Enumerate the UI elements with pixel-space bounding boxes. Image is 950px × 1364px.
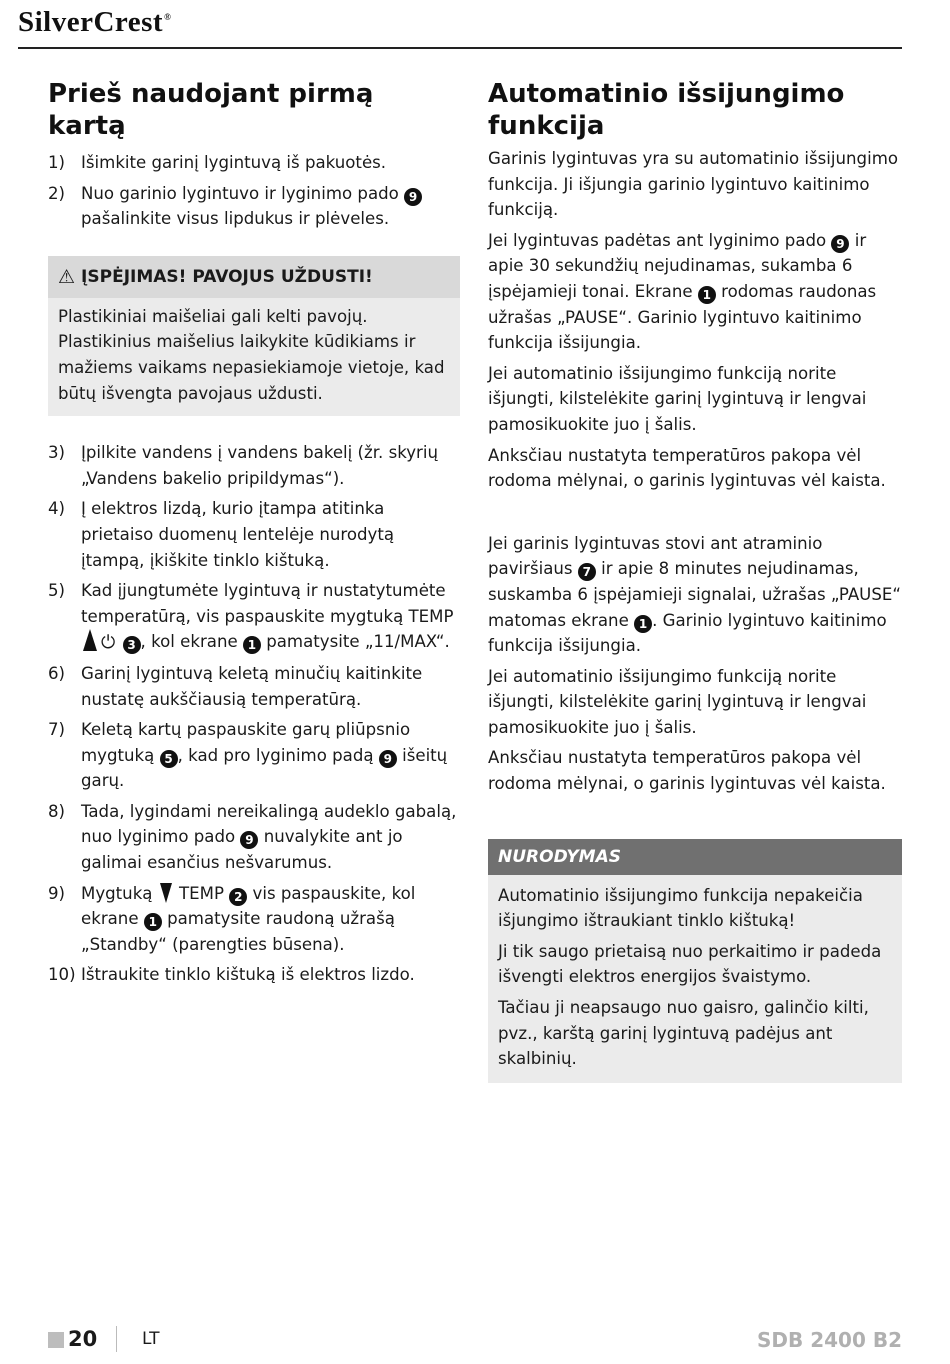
part-number-badge: 1 <box>698 286 716 304</box>
part-number-badge: 7 <box>578 563 596 581</box>
part-number-badge: 5 <box>160 750 178 768</box>
warning-box <box>48 256 460 416</box>
page-footer <box>48 1322 902 1358</box>
left-column <box>48 78 460 993</box>
part-number-badge: 2 <box>229 888 247 906</box>
list-item: 4) Į elektros lizdą, kurio įtampa atitinka prietaiso duomenų lentelėje nurodytą įtampą, įkiškite tinklo kištuką. <box>48 499 395 570</box>
list-item: 2) Nuo garinio lygintuvo ir lyginimo pado 9 pašalinkite visus lipdukus ir plėveles. <box>48 181 460 232</box>
note-item: Tačiau ji neapsaugo nuo gaisro, galinčio kilti, pvz., karštą garinį lygintuvą padėjus ant skalbinių. <box>498 998 869 1069</box>
page-number: 20 <box>68 1327 98 1351</box>
list-item: 10) Ištraukite tinklo kištuką iš elektros lizdo. <box>48 965 415 985</box>
section-title-first-use: Prieš naudojant pirmą kartą <box>48 79 374 141</box>
section-title-auto-off: Automatinio išsijungimo funkcija <box>488 79 845 141</box>
model-number: SDB 2400 B2 <box>757 1328 902 1352</box>
steps-list-a <box>48 150 460 232</box>
header-rule <box>18 47 902 49</box>
note-body <box>488 875 902 1083</box>
paragraph: Jei automatinio išsijungimo funkciją norite išjungti, kilstelėkite garinį lygintuvą ir lengvai pamosikuokite juo į šalis. <box>488 666 867 737</box>
paragraph: Jei automatinio išsijungimo funkciją norite išjungti, kilstelėkite garinį lygintuvą ir lengvai pamosikuokite juo į šalis. <box>488 363 867 434</box>
part-number-badge: 1 <box>144 913 162 931</box>
part-number-badge: 9 <box>404 188 422 206</box>
power-icon: ⏻ <box>101 632 116 654</box>
list-item: 9) Mygtuką TEMP 2 vis paspauskite, kol ekrane 1 pamatysite raudoną užrašą „Standby“ (parengties būsena). <box>48 883 416 954</box>
warning-title: ⚠ ĮSPĖJIMAS! PAVOJUS UŽDUSTI! <box>48 256 460 298</box>
warning-body: Plastikiniai maišeliai gali kelti pavojų. Plastikinius maišelius laikykite kūdikiams ir mažiems vaikams nepasiekiamoje vietoje, kad būtų išvengta pavojaus uždusti. <box>58 306 445 403</box>
paragraph: Jei garinis lygintuvas stovi ant atraminio paviršiaus 7 ir apie 8 minutes nejudinamas, suskamba 6 įspėjamieji signalai, užrašas „PAUSE“ matomas ekrane 1 . Garinio lygintuvo kaitinimo funkcija išsijungia. <box>488 533 901 656</box>
list-item: 8) Tada, lygindami nereikalingą audeklo gabalą, nuo lyginimo pado 9 nuvalykite ant jo galimai esančius nešvarumus. <box>48 801 457 873</box>
paragraph: Anksčiau nustatyta temperatūros pakopa vėl rodoma mėlynai, o garinis lygintuvas vėl kaista. <box>488 748 886 794</box>
steps-list-b <box>48 440 460 988</box>
note-item: Ji tik saugo prietaisą nuo perkaitimo ir padeda išvengti elektros energijos švaistymo. <box>498 941 882 987</box>
note-item: Automatinio išsijungimo funkcija nepakeičia išjungimo ištraukiant tinklo kištuką! <box>498 885 863 931</box>
paragraph: Jei lygintuvas padėtas ant lyginimo pado 9 ir apie 30 sekundžių nejudinamas, sukamba 6 įspėjamieji tonai. Ekrane 1 rodomas raudonas užrašas „PAUSE“. Garinio lygintuvo kaitinimo funkcija išsijungia. <box>488 230 877 353</box>
note-box <box>488 839 902 1083</box>
part-number-badge: 9 <box>240 831 258 849</box>
paragraph: Garinis lygintuvas yra su automatinio išsijungimo funkcija. Ji išjungia garinio lygintuvo kaitinimo funkciją. <box>488 149 899 220</box>
temp-down-icon <box>160 883 172 903</box>
language-code: LT <box>142 1329 160 1349</box>
temp-up-icon <box>83 629 97 651</box>
part-number-badge: 1 <box>243 636 261 654</box>
warning-triangle-icon: ⚠ <box>58 265 76 288</box>
part-number-badge: 9 <box>379 750 397 768</box>
list-item: 7) Keletą kartų paspauskite garų pliūpsnio mygtuką 5 , kad pro lyginimo padą 9 išeitų garų. <box>48 720 448 791</box>
list-item: 5) Kad įjungtumėte lygintuvą ir nustatytumėte temperatūrą, vis paspauskite mygtuką TEMP ⏻ 3 , kol ekrane 1 pamatysite „11/MAX“. <box>48 581 454 654</box>
footer-divider <box>116 1326 117 1352</box>
list-item: 3) Įpilkite vandens į vandens bakelį (žr. skyrių „Vandens bakelio pripildymas“). <box>48 443 438 488</box>
part-number-badge: 9 <box>831 235 849 253</box>
brand-logo: SilverCrest® <box>18 6 172 38</box>
footer-square <box>48 1332 64 1348</box>
list-item: 1) Išimkite garinį lygintuvą iš pakuotės. <box>48 153 387 172</box>
paragraph: Anksčiau nustatyta temperatūros pakopa vėl rodoma mėlynai, o garinis lygintuvas vėl kaista. <box>488 445 886 491</box>
note-title: NURODYMAS <box>488 839 902 875</box>
right-column <box>488 78 902 1083</box>
part-number-badge: 3 <box>123 636 141 654</box>
part-number-badge: 1 <box>634 615 652 633</box>
list-item: 6) Garinį lygintuvą keletą minučių kaitinkite nustatę aukščiausią temperatūrą. <box>48 663 423 709</box>
